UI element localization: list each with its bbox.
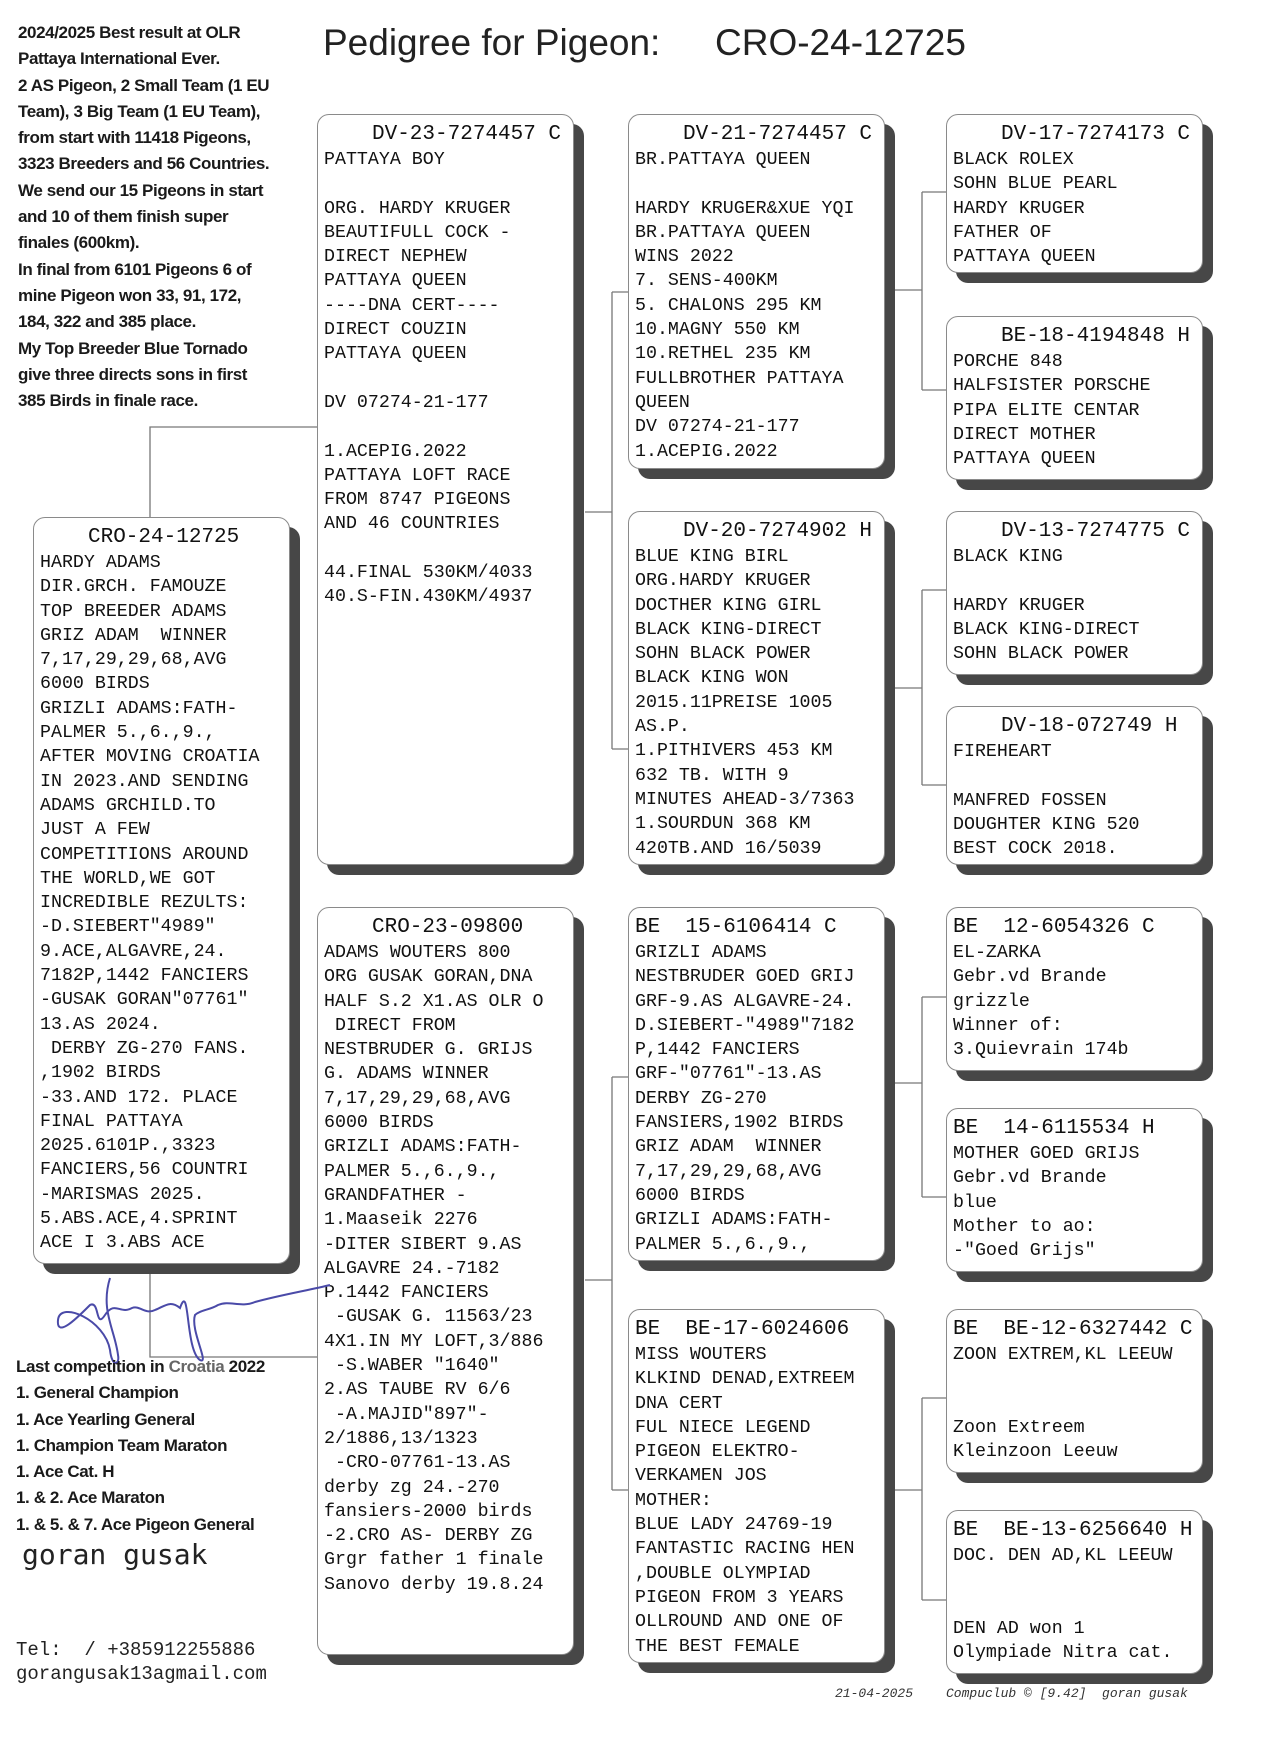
pigeon-info-line: DOCTHER KING GIRL (635, 595, 822, 616)
pigeon-info-line (324, 415, 567, 439)
pigeon-info-line: -S.WABER "1640" (324, 1356, 500, 1377)
pigeon-info-line (324, 172, 567, 196)
pigeon-info-line: PATTAYA BOY (324, 150, 445, 170)
pigeon-info-line: -D.SIEBERT"4989" (40, 917, 216, 938)
phone: Tel: / +385912255886 (16, 1639, 256, 1661)
note-line: 2024/2025 Best result at OLR (18, 23, 241, 42)
pigeon-card-dd (628, 1309, 885, 1663)
pigeon-info-line: 7. SENS-400KM (635, 271, 778, 292)
pigeon-info-line: GRF-"07761"-13.AS (635, 1064, 822, 1085)
pigeon-info-line: GRIZLI ADAMS:FATH- (324, 1137, 522, 1158)
pigeon-info-line: Gebr.vd Brande (953, 967, 1107, 988)
pigeon-info-line: -GUSAK G. 11563/23 (324, 1307, 533, 1328)
note-line: 184, 322 and 385 place. (18, 312, 196, 332)
note-line: Pattaya International Ever. (18, 49, 220, 69)
pigeon-card-ssd (946, 316, 1203, 480)
ring-number: BE 15-6106414 C (635, 916, 837, 939)
pigeon-info-line: GRIZLI ADAMS (635, 943, 767, 963)
pigeon-info-line: Olympiade Nitra cat. (953, 1643, 1173, 1664)
pigeon-info-line: INCREDIBLE REZULTS: (40, 893, 249, 914)
pigeon-info-line: BLACK KING-DIRECT (953, 619, 1140, 640)
pigeon-info-line: 13.AS 2024. (40, 1014, 161, 1035)
heading-year: 2022 (224, 1357, 265, 1376)
pigeon-info-line: G. ADAMS WINNER (324, 1064, 489, 1085)
competition-item: 1. Champion Team Maraton (16, 1435, 228, 1455)
pigeon-info-line: BLACK KING (953, 547, 1063, 567)
pigeon-info-line (953, 1367, 1196, 1391)
pigeon-info-line: 2025.6101P.,3323 (40, 1136, 216, 1157)
pigeon-info-line: grizzle (953, 991, 1030, 1012)
pigeon-info-line: -CRO-07761-13.AS (324, 1453, 511, 1474)
pigeon-info-line: ORG. HARDY KRUGER (324, 198, 511, 219)
pigeon-info-line: BR.PATTAYA QUEEN (635, 222, 811, 243)
pigeon-info-line: Grgr father 1 finale (324, 1550, 544, 1571)
ring-number: BE 14-6115534 H (953, 1117, 1155, 1140)
pigeon-info-line: SOHN BLACK POWER (953, 644, 1129, 665)
pigeon-info-line: ADAMS GRCHILD.TO (40, 795, 216, 816)
pigeon-card-ds (628, 907, 885, 1261)
pigeon-info-line: PATTAYA LOFT RACE (324, 465, 511, 486)
pigeon-info-line: ----DNA CERT---- (324, 295, 500, 316)
pigeon-info-line: GRIZLI ADAMS:FATH- (40, 698, 238, 719)
pigeon-info-line: FULLBROTHER PATTAYA (635, 368, 844, 389)
competition-notes (16, 1354, 265, 1538)
pigeon-card-sds (946, 511, 1203, 675)
pigeon-info-line: PALMER 5.,6.,9., (635, 1234, 811, 1255)
pigeon-info-line: DV 07274-21-177 (635, 417, 800, 438)
pigeon-info-line: GRIZ ADAM WINNER (40, 625, 227, 646)
pigeon-info-line: 6000 BIRDS (40, 674, 150, 695)
pigeon-info-line: DIRECT COUZIN (324, 320, 467, 341)
pigeon-info-line: P,1442 FANCIERS (635, 1040, 800, 1061)
pigeon-info-line: BLACK ROLEX (953, 150, 1074, 170)
pigeon-info-line: 2.AS TAUBE RV 6/6 (324, 1380, 511, 1401)
pigeon-info-line: DIRECT FROM (324, 1015, 456, 1036)
pigeon-info-line: EL-ZARKA (953, 943, 1041, 963)
pigeon-info-line: BR.PATTAYA QUEEN (635, 150, 811, 170)
pigeon-info-line: -2.CRO AS- DERBY ZG (324, 1526, 533, 1547)
heading-country: Croatia (168, 1357, 225, 1376)
pigeon-info-line: JUST A FEW (40, 820, 150, 841)
pigeon-info-line: FIREHEART (953, 742, 1052, 762)
pigeon-info-line: PORCHE 848 (953, 352, 1063, 372)
owner-name: goran gusak (22, 1538, 208, 1571)
contact-info (16, 1638, 267, 1686)
pigeon-info-line: PALMER 5.,6.,9., (40, 723, 216, 744)
pigeon-info-line: Mother to ao: (953, 1216, 1096, 1237)
competition-item: 1. Ace Yearling General (16, 1409, 195, 1429)
pigeon-info-line: 632 TB. WITH 9 (635, 765, 789, 786)
pigeon-info-line: AND 46 COUNTRIES (324, 514, 500, 535)
pigeon-info-line (953, 569, 1196, 593)
competition-item: 1. & 5. & 7. Ace Pigeon General (16, 1514, 255, 1534)
pigeon-info-line: 1.ACEPIG.2022 (324, 441, 467, 462)
pigeon-info-line: 6000 BIRDS (635, 1185, 745, 1206)
pigeon-info-line: THE WORLD,WE GOT (40, 868, 216, 889)
pigeon-info-line: BLUE LADY 24769-19 (635, 1515, 833, 1536)
ring-number: DV-13-7274775 C (1001, 520, 1191, 543)
pigeon-info-line: FANSIERS,1902 BIRDS (635, 1113, 844, 1134)
ring-number: BE BE-12-6327442 C (953, 1318, 1193, 1341)
pigeon-info-line: 6000 BIRDS (324, 1113, 434, 1134)
pigeon-info-line: BEAUTIFULL COCK - (324, 222, 511, 243)
pigeon-card-sss (946, 114, 1203, 273)
pigeon-info-line: 7,17,29,29,68,AVG (324, 1088, 511, 1109)
results-notes (18, 20, 269, 414)
pigeon-info-line: MOTHER: (635, 1490, 712, 1511)
pigeon-info-line: ZOON EXTREM,KL LEEUW (953, 1345, 1173, 1365)
pigeon-info-line: GRIZLI ADAMS:FATH- (635, 1210, 833, 1231)
competition-item: 1. General Champion (16, 1383, 179, 1403)
pigeon-info-line: PATTAYA QUEEN (953, 247, 1096, 268)
pigeon-info-line: VERKAMEN JOS (635, 1466, 767, 1487)
pigeon-info-line: fansiers-2000 birds (324, 1501, 533, 1522)
pigeon-info-line: PIPA ELITE CENTAR (953, 400, 1140, 421)
pigeon-info-line: 1.SOURDUN 368 KM (635, 814, 811, 835)
pigeon-info-line: 7,17,29,29,68,AVG (40, 650, 227, 671)
pigeon-card-sd (628, 511, 885, 865)
pigeon-info-line: Zoon Extreem (953, 1417, 1085, 1438)
pigeon-info-line: ,1902 BIRDS (40, 1063, 161, 1084)
pigeon-info-line: FUL NIECE LEGEND (635, 1417, 811, 1438)
note-line: give three directs sons in first (18, 364, 248, 384)
competition-heading (16, 1354, 265, 1380)
pigeon-info-line: IN 2023.AND SENDING (40, 771, 249, 792)
pigeon-card-sdd (946, 706, 1203, 865)
pigeon-info-line: BLACK KING WON (635, 668, 789, 689)
title-label: Pedigree for Pigeon: (323, 22, 661, 63)
pigeon-info-line: Sanovo derby 19.8.24 (324, 1574, 544, 1595)
pigeon-info-line: derby zg 24.-270 (324, 1477, 500, 1498)
pigeon-info-line: BLUE KING BIRL (635, 547, 789, 567)
pigeon-info-line: blue (953, 1192, 997, 1213)
pigeon-card-main (33, 517, 290, 1264)
pigeon-info-line: 1.Maaseik 2276 (324, 1210, 478, 1231)
pigeon-info-line: ORG GUSAK GORAN,DNA (324, 967, 533, 988)
pigeon-info-line: WINS 2022 (635, 247, 734, 268)
note-line: from start with 11418 Pigeons, (18, 128, 251, 148)
pigeon-card-dss (946, 907, 1203, 1071)
pigeon-info-line: -"Goed Grijs" (953, 1241, 1096, 1262)
competition-item: 1. & 2. Ace Maraton (16, 1488, 165, 1508)
ring-number: CRO-24-12725 (88, 526, 240, 549)
pigeon-card-dds (946, 1309, 1203, 1473)
ring-number: BE 12-6054326 C (953, 916, 1155, 939)
pigeon-info-line: 44.FINAL 530KM/4033 (324, 563, 533, 584)
ring-number: BE-18-4194848 H (1001, 325, 1191, 348)
competition-item: 1. Ace Cat. H (16, 1462, 115, 1482)
pigeon-info-line: 2015.11PREISE 1005 (635, 692, 833, 713)
note-line: Team), 3 Big Team (1 EU Team), (18, 101, 261, 121)
pigeon-info-line: PATTAYA QUEEN (953, 449, 1096, 470)
pigeon-info-line: DIRECT NEPHEW (324, 247, 467, 268)
pigeon-info-line: DOC. DEN AD,KL LEEUW (953, 1546, 1173, 1566)
pigeon-info-line: THE BEST FEMALE (635, 1636, 800, 1657)
pigeon-info-line (324, 367, 567, 391)
pigeon-info-line (953, 1593, 1196, 1617)
pigeon-card-dsd (946, 1108, 1203, 1272)
pigeon-info-line: 4X1.IN MY LOFT,3/886 (324, 1331, 544, 1352)
pigeon-info-line: HARDY ADAMS (40, 553, 161, 573)
pigeon-info-line: PIGEON FROM 3 YEARS (635, 1587, 844, 1608)
pigeon-info-line: P.1442 FANCIERS (324, 1283, 489, 1304)
note-line: 385 Birds in finale race. (18, 391, 198, 411)
pigeon-info-line: DERBY ZG-270 (635, 1088, 767, 1109)
email: gorangusak13agmail.com (16, 1663, 267, 1685)
ring-number: DV-21-7274457 C (683, 123, 873, 146)
pigeon-info-line: 10.MAGNY 550 KM (635, 320, 800, 341)
pigeon-card-ss (628, 114, 885, 469)
pigeon-info-line: BEST COCK 2018. (953, 839, 1118, 860)
pigeon-info-line: MINUTES AHEAD-3/7363 (635, 789, 855, 810)
pigeon-info-line: MOTHER GOED GRIJS (953, 1144, 1140, 1164)
pigeon-card-s (317, 114, 574, 865)
pigeon-info-line: ,DOUBLE OLYMPIAD (635, 1563, 811, 1584)
pigeon-info-line: HALFSISTER PORSCHE (953, 376, 1151, 397)
pigeon-info-line: ALGAVRE 24.-7182 (324, 1258, 500, 1279)
note-line: finales (600km). (18, 233, 140, 253)
pigeon-info-line: DIRECT MOTHER (953, 424, 1096, 445)
pigeon-info-line (953, 1568, 1196, 1592)
pigeon-info-line: FROM 8747 PIGEONS (324, 490, 511, 511)
print-date: 21-04-2025 (835, 1686, 914, 1701)
heading-prefix: Last competition in (16, 1357, 169, 1376)
pigeon-info-line: ADAMS WOUTERS 800 (324, 943, 511, 963)
ring-number: DV-23-7274457 C (372, 123, 562, 146)
pigeon-info-line: PIGEON ELEKTRO- (635, 1442, 800, 1463)
ring-number: DV-20-7274902 H (683, 520, 873, 543)
ring-number: DV-18-072749 H (1001, 715, 1178, 738)
pigeon-info-line: FANTASTIC RACING HEN (635, 1539, 855, 1560)
pigeon-info-line: BLACK KING-DIRECT (635, 619, 822, 640)
pigeon-info-line: COMPETITIONS AROUND (40, 844, 249, 865)
pigeon-info-line: Gebr.vd Brande (953, 1168, 1107, 1189)
pigeon-info-line: -DITER SIBERT 9.AS (324, 1234, 522, 1255)
pigeon-info-line: DIR.GRCH. FAMOUZE (40, 577, 227, 598)
pigeon-info-line: Kleinzoon Leeuw (953, 1442, 1118, 1463)
ring-number: BE BE-13-6256640 H (953, 1519, 1193, 1542)
pigeon-info-line: 2/1886,13/1323 (324, 1428, 478, 1449)
pigeon-card-d (317, 907, 574, 1655)
title-ring-number: CRO-24-12725 (715, 22, 966, 63)
pigeon-info-line: -A.MAJID"897"- (324, 1404, 489, 1425)
pigeon-card-ddd (946, 1510, 1203, 1674)
note-line: My Top Breeder Blue Tornado (18, 338, 248, 358)
ring-number: BE BE-17-6024606 (635, 1318, 850, 1341)
pigeon-info-line: NESTBRUDER GOED GRIJ (635, 967, 855, 988)
pigeon-info-line (953, 764, 1196, 788)
pigeon-info-line: 5. CHALONS 295 KM (635, 295, 822, 316)
pigeon-info-line: D.SIEBERT-"4989"7182 (635, 1015, 855, 1036)
pigeon-info-line: Winner of: (953, 1015, 1063, 1036)
pigeon-info-line: 7,17,29,29,68,AVG (635, 1161, 822, 1182)
pigeon-info-line: 1.PITHIVERS 453 KM (635, 741, 833, 762)
pigeon-info-line: OLLROUND AND ONE OF (635, 1612, 844, 1633)
pigeon-info-line: -MARISMAS 2025. (40, 1184, 205, 1205)
note-line: 3323 Breeders and 56 Countries. (18, 154, 270, 174)
pigeon-info-line: PATTAYA QUEEN (324, 271, 467, 292)
software-credit: Compuclub © [9.42] goran gusak (946, 1686, 1188, 1701)
pigeon-info-line: HALF S.2 X1.AS OLR O (324, 991, 544, 1012)
pigeon-info-line: 3.Quievrain 174b (953, 1040, 1129, 1061)
pigeon-info-line: HARDY KRUGER (953, 198, 1085, 219)
pigeon-info-line (635, 172, 878, 196)
note-line: We send our 15 Pigeons in start (18, 180, 264, 200)
pigeon-info-line: 9.ACE,ALGAVRE,24. (40, 941, 227, 962)
pigeon-info-line: PATTAYA QUEEN (324, 344, 467, 365)
pigeon-info-line: KLKIND DENAD,EXTREEM (635, 1369, 855, 1390)
pigeon-info-line: FINAL PATTAYA (40, 1111, 183, 1132)
pigeon-info-line: 40.S-FIN.430KM/4937 (324, 587, 533, 608)
pigeon-info-line: GRF-9.AS ALGAVRE-24. (635, 991, 855, 1012)
pigeon-info-line: 7182P,1442 FANCIERS (40, 966, 249, 987)
pigeon-info-line: 1.ACEPIG.2022 (635, 441, 778, 462)
pigeon-info-line: SOHN BLACK POWER (635, 644, 811, 665)
pigeon-info-line: AFTER MOVING CROATIA (40, 747, 260, 768)
pigeon-info-line: NESTBRUDER G. GRIJS (324, 1040, 533, 1061)
pigeon-info-line: GRANDFATHER - (324, 1185, 467, 1206)
pigeon-info-line (953, 1392, 1196, 1416)
pigeon-info-line: TOP BREEDER ADAMS (40, 601, 227, 622)
pigeon-info-line: FATHER OF (953, 222, 1052, 243)
ring-number: CRO-23-09800 (372, 916, 524, 939)
pigeon-info-line: DNA CERT (635, 1393, 723, 1414)
pigeon-info-line: DEN AD won 1 (953, 1618, 1085, 1639)
pigeon-info-line: ACE I 3.ABS ACE (40, 1233, 205, 1254)
pigeon-info-line: HARDY KRUGER&XUE YQI (635, 198, 855, 219)
pigeon-info-line: FANCIERS,56 COUNTRI (40, 1160, 249, 1181)
note-line: and 10 of them finish super (18, 207, 229, 227)
pigeon-info-line: HARDY KRUGER (953, 595, 1085, 616)
pigeon-info-line (324, 537, 567, 561)
pigeon-info-line: AS.P. (635, 717, 690, 738)
pigeon-info-line: MISS WOUTERS (635, 1345, 767, 1365)
pigeon-info-line: SOHN BLUE PEARL (953, 174, 1118, 195)
note-line: 2 AS Pigeon, 2 Small Team (1 EU (18, 75, 270, 95)
note-line: mine Pigeon won 33, 91, 172, (18, 285, 242, 305)
ring-number: DV-17-7274173 C (1001, 123, 1191, 146)
page-title (323, 22, 966, 64)
pigeon-info-line: PALMER 5.,6.,9., (324, 1161, 500, 1182)
note-line: In final from 6101 Pigeons 6 of (18, 259, 252, 279)
pigeon-info-line: MANFRED FOSSEN (953, 790, 1107, 811)
pigeon-info-line: 10.RETHEL 235 KM (635, 344, 811, 365)
pigeon-info-line: -GUSAK GORAN"07761" (40, 990, 249, 1011)
pigeon-info-line: 420TB.AND 16/5039 (635, 838, 822, 859)
pigeon-info-line: ORG.HARDY KRUGER (635, 571, 811, 592)
pigeon-info-line: DERBY ZG-270 FANS. (40, 1038, 249, 1059)
pigeon-info-line: DOUGHTER KING 520 (953, 814, 1140, 835)
pigeon-info-line: DV 07274-21-177 (324, 392, 489, 413)
pigeon-info-line: 5.ABS.ACE,4.SPRINT (40, 1209, 238, 1230)
pigeon-info-line: QUEEN (635, 392, 690, 413)
pigeon-info-line: -33.AND 172. PLACE (40, 1087, 238, 1108)
pigeon-info-line: GRIZ ADAM WINNER (635, 1137, 822, 1158)
